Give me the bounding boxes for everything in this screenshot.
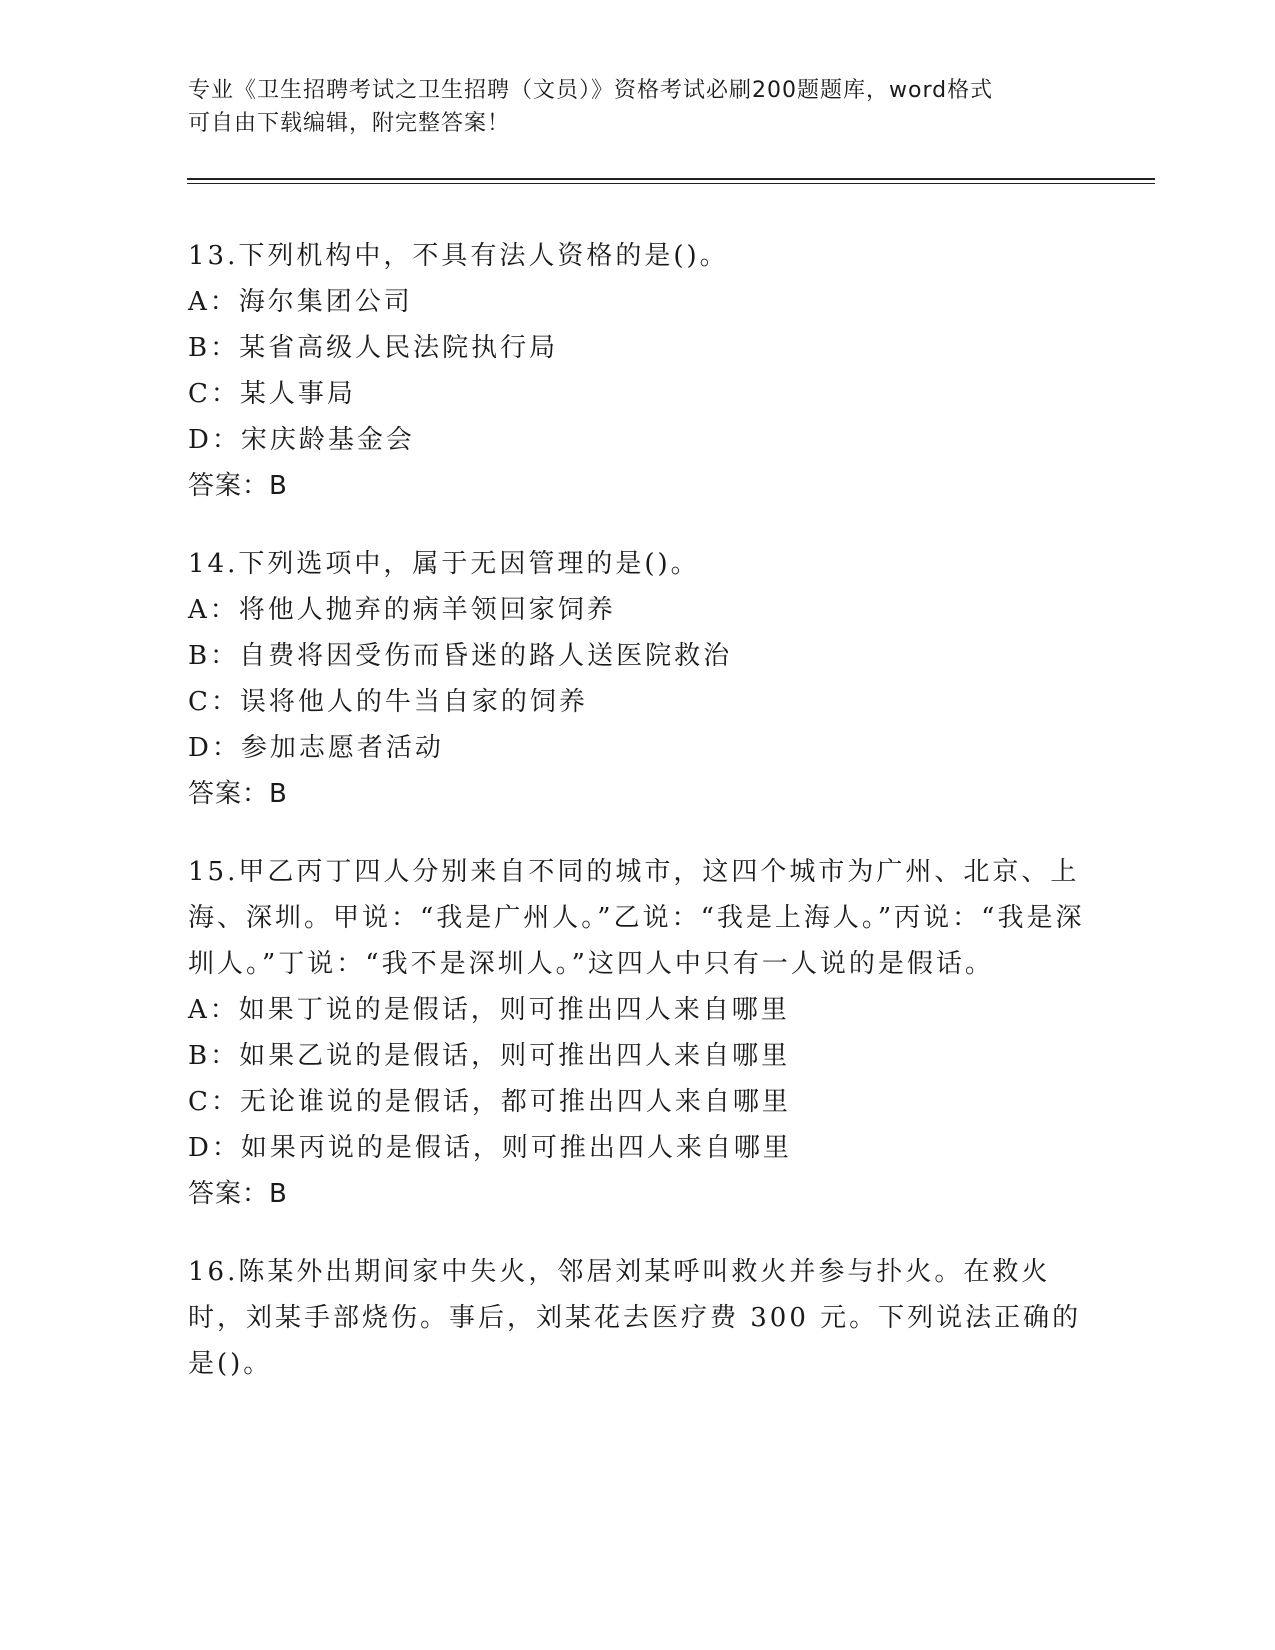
option-a: A：如果丁说的是假话，则可推出四人来自哪里 xyxy=(188,995,790,1025)
header-divider-thin xyxy=(187,183,1155,184)
question-stem: 14.下列选项中，属于无因管理的是()。 xyxy=(188,549,700,579)
option-c: C：误将他人的牛当自家的饲养 xyxy=(188,687,588,717)
option-a: A：将他人抛弃的病羊领回家饲养 xyxy=(188,595,616,625)
question-16 xyxy=(188,1249,1088,1387)
option-d: D：宋庆龄基金会 xyxy=(188,425,415,455)
question-stem: 13.下列机构中，不具有法人资格的是()。 xyxy=(188,241,729,271)
question-stem: 15.甲乙丙丁四人分别来自不同的城市，这四个城市为广州、北京、上海、深圳。甲说：“我是广州人。”乙说：“我是上海人。”丙说：“我是深圳人。”丁说：“我不是深圳人。”这四人中只有一人说的是假话。 xyxy=(188,857,1085,979)
option-a: A：海尔集团公司 xyxy=(188,287,413,317)
option-c: C：无论谁说的是假话，都可推出四人来自哪里 xyxy=(188,1087,791,1117)
answer-line: 答案：B xyxy=(188,1179,288,1209)
option-c: C：某人事局 xyxy=(188,379,356,409)
option-b: B：某省高级人民法院执行局 xyxy=(188,333,559,363)
question-15 xyxy=(188,849,1088,1217)
option-d: D：参加志愿者活动 xyxy=(188,733,444,763)
header-line-1: 专业《卫生招聘考试之卫生招聘（文员）》资格考试必刷200题题库，word格式 xyxy=(188,78,994,103)
header-line-2: 可自由下载编辑，附完整答案！ xyxy=(188,111,511,136)
header-divider-thick xyxy=(187,178,1155,180)
question-13 xyxy=(188,233,1088,509)
option-b: B：如果乙说的是假话，则可推出四人来自哪里 xyxy=(188,1041,791,1071)
option-d: D：如果丙说的是假话，则可推出四人来自哪里 xyxy=(188,1133,792,1163)
question-14 xyxy=(188,541,1088,817)
document-header xyxy=(188,74,1068,140)
option-b: B：自费将因受伤而昏迷的路人送医院救治 xyxy=(188,641,733,671)
question-stem: 16.陈某外出期间家中失火，邻居刘某呼叫救火并参与扑火。在救火时，刘某手部烧伤。事后，刘某花去医疗费 300 元。下列说法正确的是()。 xyxy=(188,1257,1082,1379)
question-list xyxy=(188,233,1088,1419)
answer-line: 答案：B xyxy=(188,471,288,501)
answer-line: 答案：B xyxy=(188,779,288,809)
